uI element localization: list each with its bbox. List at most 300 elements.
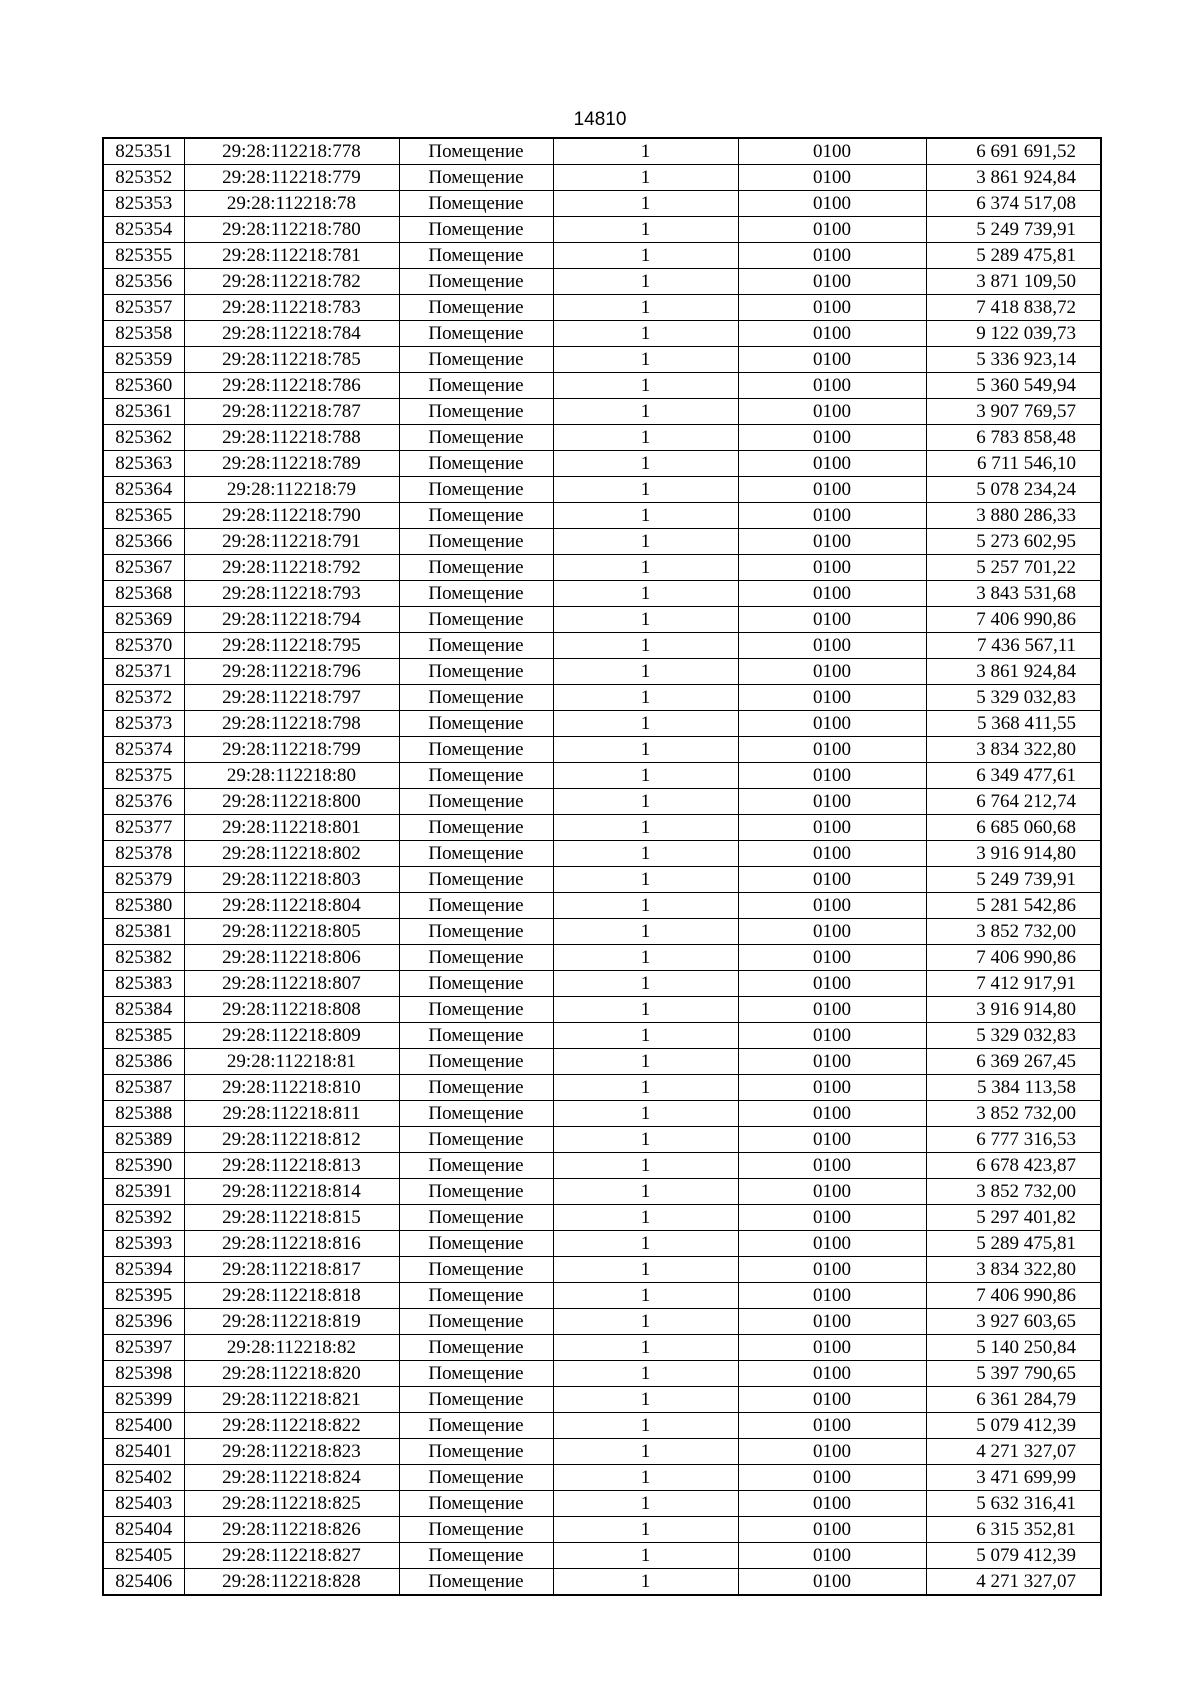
object-type-cell: Помещение [399,477,553,503]
object-type-cell: Помещение [399,425,553,451]
count-cell: 1 [553,1205,738,1231]
record-number-cell: 825351 [103,138,184,165]
table-row [103,1205,1101,1231]
object-type-cell: Помещение [399,1517,553,1543]
value-cell: 3 871 109,50 [926,269,1101,295]
count-cell: 1 [553,1231,738,1257]
table-row [103,138,1101,165]
record-number-cell: 825354 [103,217,184,243]
code-cell: 0100 [738,1413,926,1439]
object-type-cell: Помещение [399,269,553,295]
table-row [103,1231,1101,1257]
record-number-cell: 825399 [103,1387,184,1413]
count-cell: 1 [553,295,738,321]
record-number-cell: 825401 [103,1439,184,1465]
table-row [103,269,1101,295]
count-cell: 1 [553,867,738,893]
object-type-cell: Помещение [399,191,553,217]
table-row [103,711,1101,737]
count-cell: 1 [553,1283,738,1309]
page-number: 14810 [573,109,627,130]
cadastral-number-cell: 29:28:112218:801 [184,815,399,841]
record-number-cell: 825352 [103,165,184,191]
value-cell: 3 880 286,33 [926,503,1101,529]
value-cell: 5 079 412,39 [926,1413,1101,1439]
code-cell: 0100 [738,971,926,997]
object-type-cell: Помещение [399,1569,553,1596]
cadastral-number-cell: 29:28:112218:792 [184,555,399,581]
cadastral-number-cell: 29:28:112218:815 [184,1205,399,1231]
object-type-cell: Помещение [399,217,553,243]
record-number-cell: 825374 [103,737,184,763]
code-cell: 0100 [738,1101,926,1127]
value-cell: 3 843 531,68 [926,581,1101,607]
record-number-cell: 825359 [103,347,184,373]
object-type-cell: Помещение [399,685,553,711]
table-row [103,763,1101,789]
value-cell: 7 406 990,86 [926,1283,1101,1309]
object-type-cell: Помещение [399,1179,553,1205]
cadastral-number-cell: 29:28:112218:810 [184,1075,399,1101]
cadastral-number-cell: 29:28:112218:81 [184,1049,399,1075]
object-type-cell: Помещение [399,138,553,165]
table-row [103,997,1101,1023]
cadastral-number-cell: 29:28:112218:782 [184,269,399,295]
record-number-cell: 825366 [103,529,184,555]
value-cell: 3 471 699,99 [926,1465,1101,1491]
record-number-cell: 825393 [103,1231,184,1257]
count-cell: 1 [553,165,738,191]
object-type-cell: Помещение [399,1127,553,1153]
value-cell: 6 678 423,87 [926,1153,1101,1179]
cadastral-number-cell: 29:28:112218:788 [184,425,399,451]
value-cell: 6 764 212,74 [926,789,1101,815]
object-type-cell: Помещение [399,893,553,919]
table-row [103,373,1101,399]
value-cell: 5 336 923,14 [926,347,1101,373]
object-type-cell: Помещение [399,1075,553,1101]
code-cell: 0100 [738,867,926,893]
registry-table-body [103,138,1101,1595]
cadastral-number-cell: 29:28:112218:809 [184,1023,399,1049]
value-cell: 6 691 691,52 [926,138,1101,165]
value-cell: 3 852 732,00 [926,1179,1101,1205]
table-row [103,347,1101,373]
object-type-cell: Помещение [399,347,553,373]
code-cell: 0100 [738,1361,926,1387]
value-cell: 6 711 546,10 [926,451,1101,477]
table-row [103,737,1101,763]
value-cell: 3 907 769,57 [926,399,1101,425]
value-cell: 5 257 701,22 [926,555,1101,581]
code-cell: 0100 [738,945,926,971]
object-type-cell: Помещение [399,243,553,269]
object-type-cell: Помещение [399,1387,553,1413]
object-type-cell: Помещение [399,815,553,841]
count-cell: 1 [553,1049,738,1075]
table-row [103,789,1101,815]
table-row [103,893,1101,919]
code-cell: 0100 [738,295,926,321]
code-cell: 0100 [738,1283,926,1309]
value-cell: 4 271 327,07 [926,1439,1101,1465]
count-cell: 1 [553,1361,738,1387]
cadastral-number-cell: 29:28:112218:814 [184,1179,399,1205]
value-cell: 5 329 032,83 [926,685,1101,711]
object-type-cell: Помещение [399,1439,553,1465]
object-type-cell: Помещение [399,1465,553,1491]
table-row [103,607,1101,633]
count-cell: 1 [553,659,738,685]
table-row [103,295,1101,321]
table-row [103,815,1101,841]
cadastral-number-cell: 29:28:112218:793 [184,581,399,607]
object-type-cell: Помещение [399,399,553,425]
record-number-cell: 825369 [103,607,184,633]
table-row [103,555,1101,581]
code-cell: 0100 [738,841,926,867]
count-cell: 1 [553,1439,738,1465]
table-row [103,1413,1101,1439]
table-row [103,1387,1101,1413]
value-cell: 7 406 990,86 [926,945,1101,971]
object-type-cell: Помещение [399,451,553,477]
table-row [103,867,1101,893]
count-cell: 1 [553,1543,738,1569]
cadastral-number-cell: 29:28:112218:785 [184,347,399,373]
table-row [103,1491,1101,1517]
cadastral-number-cell: 29:28:112218:799 [184,737,399,763]
object-type-cell: Помещение [399,945,553,971]
object-type-cell: Помещение [399,711,553,737]
cadastral-number-cell: 29:28:112218:827 [184,1543,399,1569]
count-cell: 1 [553,607,738,633]
record-number-cell: 825404 [103,1517,184,1543]
code-cell: 0100 [738,529,926,555]
count-cell: 1 [553,685,738,711]
record-number-cell: 825380 [103,893,184,919]
code-cell: 0100 [738,1517,926,1543]
object-type-cell: Помещение [399,1491,553,1517]
table-row [103,1257,1101,1283]
record-number-cell: 825381 [103,919,184,945]
object-type-cell: Помещение [399,321,553,347]
cadastral-number-cell: 29:28:112218:794 [184,607,399,633]
code-cell: 0100 [738,1257,926,1283]
object-type-cell: Помещение [399,1543,553,1569]
count-cell: 1 [553,425,738,451]
record-number-cell: 825392 [103,1205,184,1231]
count-cell: 1 [553,1517,738,1543]
table-row [103,321,1101,347]
record-number-cell: 825353 [103,191,184,217]
value-cell: 6 369 267,45 [926,1049,1101,1075]
table-row [103,1543,1101,1569]
cadastral-number-cell: 29:28:112218:781 [184,243,399,269]
count-cell: 1 [553,138,738,165]
count-cell: 1 [553,1153,738,1179]
count-cell: 1 [553,789,738,815]
cadastral-number-cell: 29:28:112218:820 [184,1361,399,1387]
table-row [103,165,1101,191]
count-cell: 1 [553,243,738,269]
table-row [103,659,1101,685]
value-cell: 3 916 914,80 [926,841,1101,867]
cadastral-number-cell: 29:28:112218:828 [184,1569,399,1596]
count-cell: 1 [553,1465,738,1491]
table-row [103,425,1101,451]
table-row [103,1101,1101,1127]
cadastral-number-cell: 29:28:112218:790 [184,503,399,529]
record-number-cell: 825378 [103,841,184,867]
code-cell: 0100 [738,1023,926,1049]
code-cell: 0100 [738,1153,926,1179]
value-cell: 6 315 352,81 [926,1517,1101,1543]
record-number-cell: 825402 [103,1465,184,1491]
count-cell: 1 [553,373,738,399]
object-type-cell: Помещение [399,1361,553,1387]
count-cell: 1 [553,1127,738,1153]
value-cell: 5 289 475,81 [926,243,1101,269]
code-cell: 0100 [738,737,926,763]
table-row [103,1127,1101,1153]
cadastral-number-cell: 29:28:112218:789 [184,451,399,477]
record-number-cell: 825360 [103,373,184,399]
code-cell: 0100 [738,1491,926,1517]
value-cell: 3 852 732,00 [926,1101,1101,1127]
record-number-cell: 825358 [103,321,184,347]
count-cell: 1 [553,1387,738,1413]
value-cell: 5 079 412,39 [926,1543,1101,1569]
cadastral-number-cell: 29:28:112218:823 [184,1439,399,1465]
value-cell: 5 384 113,58 [926,1075,1101,1101]
record-number-cell: 825383 [103,971,184,997]
cadastral-number-cell: 29:28:112218:80 [184,763,399,789]
object-type-cell: Помещение [399,1153,553,1179]
record-number-cell: 825357 [103,295,184,321]
value-cell: 3 852 732,00 [926,919,1101,945]
code-cell: 0100 [738,321,926,347]
record-number-cell: 825362 [103,425,184,451]
code-cell: 0100 [738,633,926,659]
count-cell: 1 [553,529,738,555]
record-number-cell: 825363 [103,451,184,477]
table-row [103,919,1101,945]
record-number-cell: 825385 [103,1023,184,1049]
code-cell: 0100 [738,477,926,503]
code-cell: 0100 [738,1179,926,1205]
record-number-cell: 825372 [103,685,184,711]
cadastral-number-cell: 29:28:112218:780 [184,217,399,243]
cadastral-number-cell: 29:28:112218:796 [184,659,399,685]
table-row [103,529,1101,555]
table-row [103,1465,1101,1491]
count-cell: 1 [553,1179,738,1205]
object-type-cell: Помещение [399,1205,553,1231]
count-cell: 1 [553,763,738,789]
cadastral-number-cell: 29:28:112218:800 [184,789,399,815]
cadastral-number-cell: 29:28:112218:807 [184,971,399,997]
count-cell: 1 [553,1413,738,1439]
object-type-cell: Помещение [399,737,553,763]
code-cell: 0100 [738,1309,926,1335]
cadastral-number-cell: 29:28:112218:819 [184,1309,399,1335]
cadastral-number-cell: 29:28:112218:787 [184,399,399,425]
count-cell: 1 [553,1257,738,1283]
table-row [103,971,1101,997]
object-type-cell: Помещение [399,1049,553,1075]
cadastral-number-cell: 29:28:112218:804 [184,893,399,919]
object-type-cell: Помещение [399,1023,553,1049]
value-cell: 6 783 858,48 [926,425,1101,451]
count-cell: 1 [553,1335,738,1361]
code-cell: 0100 [738,347,926,373]
count-cell: 1 [553,841,738,867]
cadastral-number-cell: 29:28:112218:817 [184,1257,399,1283]
value-cell: 6 349 477,61 [926,763,1101,789]
object-type-cell: Помещение [399,659,553,685]
value-cell: 3 927 603,65 [926,1309,1101,1335]
count-cell: 1 [553,971,738,997]
record-number-cell: 825375 [103,763,184,789]
count-cell: 1 [553,347,738,373]
value-cell: 6 685 060,68 [926,815,1101,841]
object-type-cell: Помещение [399,1335,553,1361]
code-cell: 0100 [738,1127,926,1153]
code-cell: 0100 [738,997,926,1023]
code-cell: 0100 [738,711,926,737]
count-cell: 1 [553,1491,738,1517]
count-cell: 1 [553,321,738,347]
table-row [103,1309,1101,1335]
table-row [103,399,1101,425]
code-cell: 0100 [738,503,926,529]
count-cell: 1 [553,815,738,841]
code-cell: 0100 [738,243,926,269]
object-type-cell: Помещение [399,503,553,529]
record-number-cell: 825371 [103,659,184,685]
table-row [103,477,1101,503]
record-number-cell: 825379 [103,867,184,893]
cadastral-number-cell: 29:28:112218:78 [184,191,399,217]
code-cell: 0100 [738,1543,926,1569]
code-cell: 0100 [738,685,926,711]
count-cell: 1 [553,893,738,919]
record-number-cell: 825386 [103,1049,184,1075]
count-cell: 1 [553,399,738,425]
value-cell: 5 140 250,84 [926,1335,1101,1361]
code-cell: 0100 [738,191,926,217]
count-cell: 1 [553,737,738,763]
value-cell: 3 861 924,84 [926,165,1101,191]
table-row [103,1049,1101,1075]
table-row [103,243,1101,269]
cadastral-number-cell: 29:28:112218:805 [184,919,399,945]
cadastral-number-cell: 29:28:112218:79 [184,477,399,503]
count-cell: 1 [553,1023,738,1049]
record-number-cell: 825389 [103,1127,184,1153]
object-type-cell: Помещение [399,1283,553,1309]
value-cell: 5 397 790,65 [926,1361,1101,1387]
code-cell: 0100 [738,399,926,425]
value-cell: 3 861 924,84 [926,659,1101,685]
code-cell: 0100 [738,1465,926,1491]
object-type-cell: Помещение [399,165,553,191]
table-row [103,1569,1101,1596]
cadastral-number-cell: 29:28:112218:816 [184,1231,399,1257]
object-type-cell: Помещение [399,841,553,867]
cadastral-number-cell: 29:28:112218:798 [184,711,399,737]
code-cell: 0100 [738,1231,926,1257]
table-row [103,451,1101,477]
table-row [103,841,1101,867]
code-cell: 0100 [738,1335,926,1361]
cadastral-number-cell: 29:28:112218:818 [184,1283,399,1309]
record-number-cell: 825367 [103,555,184,581]
record-number-cell: 825387 [103,1075,184,1101]
code-cell: 0100 [738,607,926,633]
cadastral-number-cell: 29:28:112218:826 [184,1517,399,1543]
code-cell: 0100 [738,893,926,919]
count-cell: 1 [553,581,738,607]
object-type-cell: Помещение [399,295,553,321]
value-cell: 5 368 411,55 [926,711,1101,737]
object-type-cell: Помещение [399,1231,553,1257]
value-cell: 7 406 990,86 [926,607,1101,633]
count-cell: 1 [553,555,738,581]
cadastral-number-cell: 29:28:112218:824 [184,1465,399,1491]
value-cell: 3 834 322,80 [926,737,1101,763]
table-row [103,217,1101,243]
record-number-cell: 825356 [103,269,184,295]
code-cell: 0100 [738,789,926,815]
table-row [103,633,1101,659]
code-cell: 0100 [738,581,926,607]
record-number-cell: 825403 [103,1491,184,1517]
cadastral-number-cell: 29:28:112218:811 [184,1101,399,1127]
code-cell: 0100 [738,659,926,685]
count-cell: 1 [553,1075,738,1101]
object-type-cell: Помещение [399,373,553,399]
value-cell: 5 632 316,41 [926,1491,1101,1517]
record-number-cell: 825388 [103,1101,184,1127]
code-cell: 0100 [738,815,926,841]
code-cell: 0100 [738,1387,926,1413]
cadastral-number-cell: 29:28:112218:784 [184,321,399,347]
object-type-cell: Помещение [399,581,553,607]
value-cell: 3 834 322,80 [926,1257,1101,1283]
value-cell: 7 412 917,91 [926,971,1101,997]
code-cell: 0100 [738,1569,926,1596]
value-cell: 5 360 549,94 [926,373,1101,399]
object-type-cell: Помещение [399,997,553,1023]
cadastral-number-cell: 29:28:112218:806 [184,945,399,971]
cadastral-number-cell: 29:28:112218:821 [184,1387,399,1413]
count-cell: 1 [553,503,738,529]
object-type-cell: Помещение [399,971,553,997]
value-cell: 5 281 542,86 [926,893,1101,919]
record-number-cell: 825398 [103,1361,184,1387]
count-cell: 1 [553,217,738,243]
cadastral-number-cell: 29:28:112218:791 [184,529,399,555]
value-cell: 5 289 475,81 [926,1231,1101,1257]
count-cell: 1 [553,269,738,295]
table-row [103,1517,1101,1543]
code-cell: 0100 [738,425,926,451]
count-cell: 1 [553,997,738,1023]
table-row [103,1335,1101,1361]
cadastral-number-cell: 29:28:112218:812 [184,1127,399,1153]
